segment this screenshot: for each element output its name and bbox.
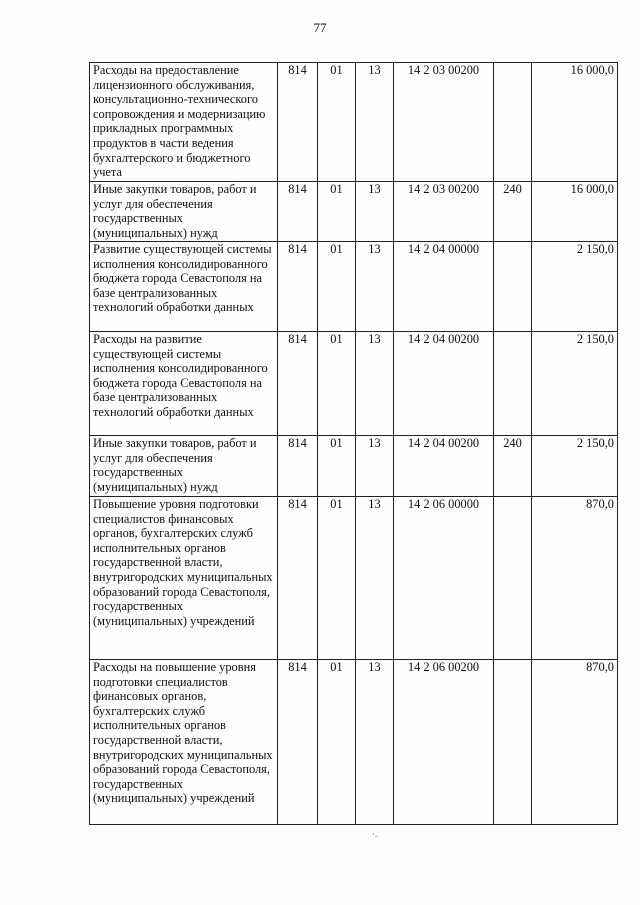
- row-vr: [494, 242, 532, 332]
- row-pr: 13: [356, 242, 394, 332]
- row-vr: [494, 497, 532, 660]
- scan-speck: ·.: [372, 829, 378, 839]
- row-csr: 14 2 06 00200: [394, 660, 494, 825]
- row-pr: 13: [356, 660, 394, 825]
- row-ved: 814: [278, 242, 318, 332]
- row-rz: 01: [318, 436, 356, 497]
- row-sum: 16 000,0: [532, 182, 618, 242]
- table-row: [90, 332, 618, 436]
- row-name: Расходы на предоставление лицензионного обслуживания, консультационно-технического сопровождения и модернизацию прикладных программных продуктов в части ведения бухгалтерского и бюджетного учета: [90, 63, 278, 182]
- row-vr: 240: [494, 436, 532, 497]
- row-vr: [494, 660, 532, 825]
- table-row: [90, 660, 618, 825]
- row-csr: 14 2 03 00200: [394, 63, 494, 182]
- row-name: Расходы на развитие существующей системы исполнения консолидированного бюджета города Севастополя на базе централизованных технологий обработки данных: [90, 332, 278, 436]
- row-ved: 814: [278, 63, 318, 182]
- table-row: [90, 182, 618, 242]
- row-pr: 13: [356, 497, 394, 660]
- row-sum: 2 150,0: [532, 436, 618, 497]
- row-vr: 240: [494, 182, 532, 242]
- row-vr: [494, 63, 532, 182]
- row-name: Развитие существующей системы исполнения консолидированного бюджета города Севастополя на базе централизованных технологий обработки данных: [90, 242, 278, 332]
- row-ved: 814: [278, 436, 318, 497]
- row-sum: 2 150,0: [532, 332, 618, 436]
- row-csr: 14 2 04 00200: [394, 436, 494, 497]
- row-ved: 814: [278, 332, 318, 436]
- row-name: Иные закупки товаров, работ и услуг для обеспечения государственных (муниципальных) нужд: [90, 182, 278, 242]
- table-row: [90, 63, 618, 182]
- row-ved: 814: [278, 497, 318, 660]
- row-pr: 13: [356, 63, 394, 182]
- row-rz: 01: [318, 332, 356, 436]
- row-rz: 01: [318, 63, 356, 182]
- row-sum: 870,0: [532, 660, 618, 825]
- row-pr: 13: [356, 436, 394, 497]
- row-csr: 14 2 03 00200: [394, 182, 494, 242]
- row-vr: [494, 332, 532, 436]
- row-rz: 01: [318, 660, 356, 825]
- row-ved: 814: [278, 182, 318, 242]
- row-name: Повышение уровня подготовки специалистов финансовых органов, бухгалтерских служб исполнительных органов государственной власти, внутригородских муниципальных образований города Севастополя, государственных (муниципальных) учреждений: [90, 497, 278, 660]
- row-name: Расходы на повышение уровня подготовки специалистов финансовых органов, бухгалтерских служб исполнительных органов государственной власти, внутригородских муниципальных образований города Севастополя, государственных (муниципальных) учреждений: [90, 660, 278, 825]
- row-sum: 2 150,0: [532, 242, 618, 332]
- table-row: [90, 242, 618, 332]
- row-pr: 13: [356, 182, 394, 242]
- page-number: 77: [313, 20, 327, 35]
- row-name: Иные закупки товаров, работ и услуг для обеспечения государственных (муниципальных) нужд: [90, 436, 278, 497]
- row-ved: 814: [278, 660, 318, 825]
- row-rz: 01: [318, 242, 356, 332]
- table-row: [90, 436, 618, 497]
- table-row: [90, 497, 618, 660]
- row-pr: 13: [356, 332, 394, 436]
- row-rz: 01: [318, 182, 356, 242]
- row-csr: 14 2 04 00200: [394, 332, 494, 436]
- row-sum: 16 000,0: [532, 63, 618, 182]
- row-rz: 01: [318, 497, 356, 660]
- budget-table: [89, 62, 618, 825]
- row-csr: 14 2 04 00000: [394, 242, 494, 332]
- row-csr: 14 2 06 00000: [394, 497, 494, 660]
- row-sum: 870,0: [532, 497, 618, 660]
